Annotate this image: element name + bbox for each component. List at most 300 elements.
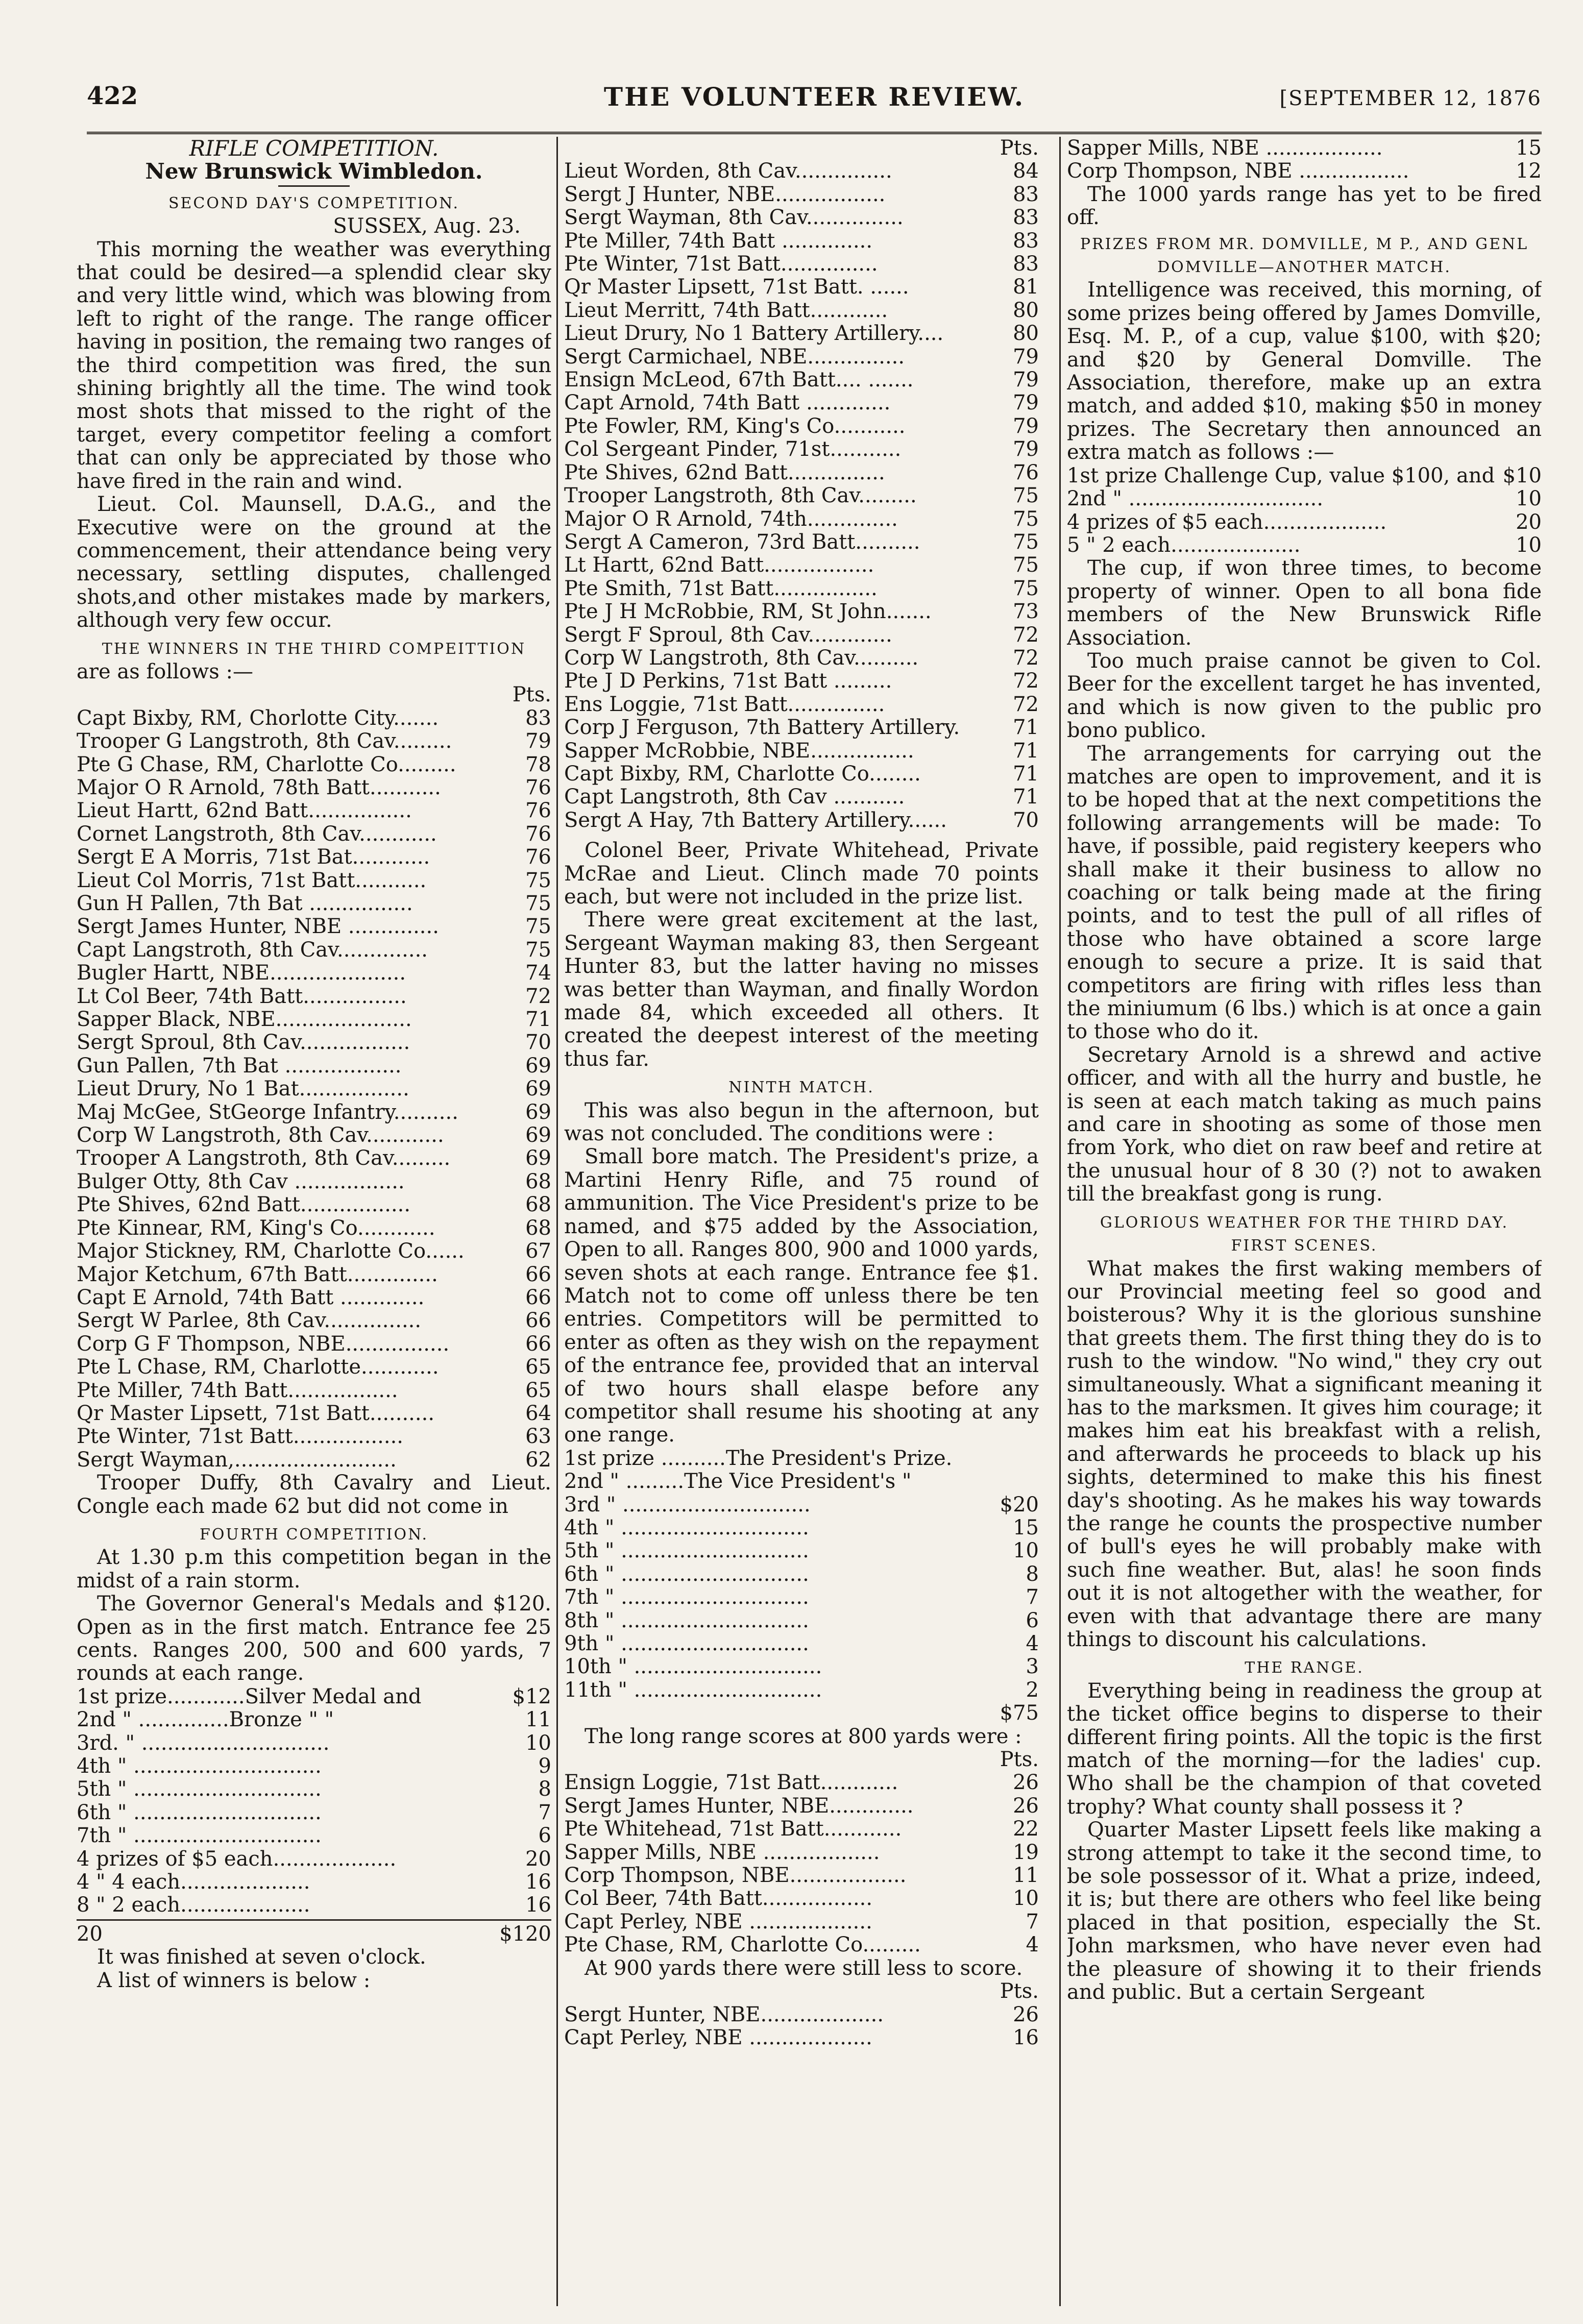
score-row <box>564 461 1039 484</box>
score-row <box>77 707 551 730</box>
paragraph: Secretary Arnold is a shrewd and active officer, and with all the hurry and bustle, he is seen at each match taking as much pains and care in shooting as some of those men from York, who diet on raw beef and retire at the unusual hour of 8 30 (?) not to awaken till the breakfast gong is rung. <box>1067 1043 1542 1206</box>
pts-label: Pts. <box>1000 1979 1039 2003</box>
score-row-label: Capt Perley, NBE ................... <box>564 2026 872 2049</box>
score-row-label: Sergt Carmichael, NBE............... <box>564 345 905 369</box>
score-row <box>77 1425 551 1448</box>
score-row <box>77 985 551 1008</box>
score-row-value: 71 <box>1013 739 1039 763</box>
pts-label: Pts. <box>1000 137 1039 160</box>
score-row-label: Ens Loggie, 71st Batt............... <box>564 693 885 716</box>
prize-row-label: 4th " ............................. <box>77 1755 322 1778</box>
score-row-label: Gun Pallen, 7th Bat .................. <box>77 1054 402 1078</box>
score-row-value: 76 <box>525 845 551 869</box>
prize-row <box>564 1632 1039 1655</box>
score-row <box>77 1170 551 1193</box>
prize-row-label: 2nd " .............................. <box>1067 487 1324 511</box>
paragraph: Quarter Master Lipsett feels like making a strong attempt to take it the second time, to be sole possessor of it. What a prize, indeed, it is; but there are others who feel like being placed in that position, especially the St. John marksmen, who have never even had the pleasure of showing it to their friends and public. But a certain Sergeant <box>1067 1818 1542 2004</box>
score-row <box>77 962 551 985</box>
score-row <box>77 869 551 892</box>
score-row <box>564 786 1039 809</box>
score-row-label: Lieut Hartt, 62nd Batt................ <box>77 799 412 823</box>
score-row <box>564 1841 1039 1864</box>
masthead: THE VOLUNTEER REVIEW. <box>603 82 1025 112</box>
prize-row-value: 10 <box>525 1731 551 1755</box>
score-row-value: 69 <box>525 1123 551 1147</box>
prize-row <box>1067 534 1542 557</box>
score-row <box>77 1078 551 1100</box>
score-row-label: Pte G Chase, RM, Charlotte Co......... <box>77 753 456 776</box>
paragraph: Trooper Duffy, 8th Cavalry and Lieut. Congle each made 62 but did not come in <box>77 1471 551 1518</box>
score-row-label: Pte Shives, 62nd Batt................. <box>77 1193 411 1217</box>
score-row-value: 72 <box>1013 692 1039 716</box>
score-row <box>564 577 1039 600</box>
prize-row-value: 7 <box>538 1800 551 1824</box>
prize-row-value: 6 <box>1026 1608 1039 1632</box>
score-row-label: Pte Whitehead, 71st Batt............ <box>564 1818 902 1841</box>
paragraph: Colonel Beer, Private Whitehead, Private McRae and Lieut. Clinch made 70 points each, but were not included in the prize list. <box>564 839 1039 909</box>
score-row-value: 66 <box>525 1262 551 1286</box>
prize-row-label: 5 " 2 each.................... <box>1067 533 1301 557</box>
column-divider <box>556 137 558 2306</box>
score-row-value: 79 <box>525 729 551 753</box>
section-title: RIFLE COMPETITION. <box>189 137 439 161</box>
prize-list <box>77 1685 551 1917</box>
score-row-value: 19 <box>1013 1840 1039 1864</box>
score-row-label: Pte Shives, 62nd Batt............... <box>564 461 885 484</box>
prize-row-label: 4th " ............................. <box>564 1516 809 1539</box>
score-row-label: Sergt W Parlee, 8th Cav............... <box>77 1309 422 1333</box>
paragraph: The cup, if won three times, to become property of winner. Open to all bona fide members of the New Brunswick Rifle Association. <box>1067 556 1542 650</box>
score-row-label: Pte Chase, RM, Charlotte Co......... <box>564 1934 921 1957</box>
score-row <box>564 415 1039 438</box>
pts-label: Pts. <box>512 683 551 707</box>
score-row-label: Pte Winter, 71st Batt............... <box>564 253 878 276</box>
prize-row-value: 15 <box>1013 1515 1039 1539</box>
winners-intro: are as follows :— <box>77 659 253 683</box>
prize-row-value: $12 <box>512 1684 551 1708</box>
score-row-value: 81 <box>1013 275 1039 299</box>
prize-row-label: 7th " ............................. <box>77 1824 322 1848</box>
score-row-value: 73 <box>1013 600 1039 624</box>
score-row-value: 66 <box>525 1285 551 1309</box>
prize-list <box>1067 464 1542 557</box>
prizes-heading: PRIZES FROM MR. DOMVILLE, M P., AND GENL DOMVILLE—ANOTHER MATCH. <box>1080 235 1529 277</box>
prize-row-label: 4 prizes of $5 each................... <box>1067 510 1387 534</box>
prize-row-label: 11th " ............................. <box>564 1678 822 1702</box>
score-row-label: Corp J Ferguson, 7th Battery Artillery. <box>564 716 960 740</box>
score-row-value: 4 <box>1026 1933 1039 1957</box>
score-row-label: Sapper Mills, NBE .................. <box>1067 137 1383 160</box>
score-row-value: 7 <box>1026 1910 1039 1934</box>
score-row <box>564 183 1039 206</box>
score-row-label: Sergt Wayman,......................... <box>77 1448 397 1472</box>
prize-row <box>77 1848 551 1871</box>
score-row-label: Pte Smith, 71st Batt................ <box>564 577 878 600</box>
score-row-value: 65 <box>525 1355 551 1379</box>
score-row-label: Qr Master Lipsett, 71st Batt. ...... <box>564 276 909 299</box>
score-row <box>77 799 551 822</box>
prize-row <box>564 1539 1039 1562</box>
prize-row-label: 7th " ............................. <box>564 1586 809 1609</box>
score-row <box>564 160 1039 183</box>
prize-row-label: 2nd " .........The Vice President's " <box>564 1470 912 1494</box>
paragraph: This morning the weather was everything that could be desired—a splendid clear sky and very little wind, which was blowing from left to right of the range. The range officer having in position, the remaing two ranges of the third competition was fired, the sun shining brightly all the time. The wind took most shots that missed to the right of the target, every competitor feeling a comfort that can only be appreciated by those who have fired in the rain and wind. <box>77 237 551 493</box>
score-row-label: Lieut Drury, No 1 Battery Artillery.... <box>564 322 944 346</box>
page-number: 422 <box>87 82 138 110</box>
score-row-value: 65 <box>525 1378 551 1402</box>
score-row-label: Sergt A Hay, 7th Battery Artillery...... <box>564 809 947 832</box>
score-row-label: Capt Langstroth, 8th Cav.............. <box>77 938 428 962</box>
score-row-label: Sergt Sproul, 8th Cav................. <box>77 1031 410 1055</box>
score-row-value: 75 <box>1013 553 1039 577</box>
score-row <box>564 740 1039 763</box>
prize-row <box>564 1679 1039 1702</box>
prize-row <box>77 1732 551 1755</box>
score-row-value: 84 <box>1013 159 1039 183</box>
score-row-value: 70 <box>1013 808 1039 832</box>
score-row-value: 76 <box>525 822 551 846</box>
score-row-value: 68 <box>525 1216 551 1240</box>
score-row-value: 69 <box>525 1077 551 1101</box>
score-row-value: 11 <box>1013 1864 1039 1888</box>
score-row-value: 71 <box>1013 762 1039 786</box>
score-row <box>564 230 1039 253</box>
score-row-value: 66 <box>525 1309 551 1333</box>
prize-row-value: 20 <box>1516 510 1542 534</box>
prize-row-label: 4 prizes of $5 each................... <box>77 1847 397 1871</box>
score-row-value: 15 <box>1516 137 1542 160</box>
score-row-label: Sergt Hunter, NBE................... <box>564 2003 884 2026</box>
score-row-value: 26 <box>1013 1771 1039 1795</box>
prize-row-label: 10th " ............................. <box>564 1655 822 1679</box>
score-row <box>564 1911 1039 1934</box>
prize-row <box>564 1655 1039 1678</box>
score-row <box>564 624 1039 647</box>
column-divider <box>1059 137 1061 2306</box>
prize-row <box>564 1494 1039 1516</box>
score-row-value: 83 <box>1013 206 1039 230</box>
score-row <box>77 939 551 962</box>
paragraph: The 1000 yards range has yet to be fired off. <box>1067 182 1542 230</box>
score-row-label: Ensign McLeod, 67th Batt.... ....... <box>564 369 914 392</box>
score-row-label: Lieut Drury, No 1 Bat................. <box>77 1078 409 1101</box>
prize-row-label: 5th " ............................. <box>564 1539 809 1563</box>
score-row-value: 75 <box>1013 507 1039 531</box>
score-row-label: Qr Master Lipsett, 71st Batt.......... <box>77 1402 435 1425</box>
score-row-label: Pte J H McRobbie, RM, St John....... <box>564 600 932 624</box>
score-row-label: Gun H Pallen, 7th Bat ................ <box>77 892 413 915</box>
score-row <box>77 1286 551 1309</box>
score-row-label: Pte J D Perkins, 71st Batt ......... <box>564 670 892 693</box>
score-list <box>564 2003 1039 2050</box>
prize-row <box>77 1801 551 1824</box>
prize-row-value: 8 <box>1026 1562 1039 1586</box>
score-row <box>77 1217 551 1240</box>
score-row-value: 76 <box>525 775 551 799</box>
prize-row <box>77 1824 551 1847</box>
score-row-label: Lt Col Beer, 74th Batt................ <box>77 985 407 1008</box>
prize-row-value: 8 <box>538 1777 551 1801</box>
score-row-label: Sergt James Hunter, NBE............. <box>564 1794 914 1818</box>
prize-row-label: 8th " ............................. <box>564 1609 809 1632</box>
score-row-value: 83 <box>1013 252 1039 276</box>
paragraph: Lieut. Col. Maunsell, D.A.G., and the Executive were on the ground at the commencement, their attendance being very necessary, settling disputes, challenged shots,and other mistakes made by markers, although very few occur. <box>77 493 551 632</box>
paragraph: The arrangements for carrying out the matches are open to improvement, and it is to be hoped that at the next competitions the following arrangements will be made: To have, if possible, paid registery keepers who shall make it their business to allow no coaching or talk being made at the firing points, and to test the pull of all rifles of those who have obtained a score large enough to secure a prize. It is said that competitors are firing with rifles less than the miniumum (6 lbs.) which is at once a gain to those who do it. <box>1067 742 1542 1044</box>
prize-row-label: 8 " 2 each.................... <box>77 1894 310 1917</box>
score-row-label: Trooper G Langstroth, 8th Cav......... <box>77 730 452 753</box>
score-row <box>564 206 1039 229</box>
article-subtitle: New Brunswick Wimbledon. <box>145 159 483 184</box>
divider <box>77 1919 551 1921</box>
score-list <box>564 160 1039 832</box>
prize-row-label: 6th " ............................. <box>564 1562 809 1586</box>
score-row <box>564 2026 1039 2049</box>
score-row <box>77 1031 551 1054</box>
score-row-value: 72 <box>525 984 551 1008</box>
score-row-value: 70 <box>525 1031 551 1055</box>
score-row-value: 10 <box>1013 1887 1039 1911</box>
prize-row-value: 10 <box>1516 487 1542 511</box>
score-row-label: Corp G F Thompson, NBE................ <box>77 1332 450 1356</box>
prize-row-value: $10 <box>1502 463 1542 487</box>
column-3 <box>1067 137 1542 2306</box>
score-row-label: Cornet Langstroth, 8th Cav............ <box>77 822 437 846</box>
score-row-label: Capt Bixby, RM, Chorlotte City....... <box>77 706 439 730</box>
score-row <box>564 438 1039 461</box>
prize-row-value: $20 <box>1000 1493 1039 1516</box>
prize-total: $75 <box>1000 1701 1039 1725</box>
score-row-value: 75 <box>525 868 551 892</box>
ninth-heading: NINTH MATCH. <box>728 1079 874 1097</box>
paragraph: The Governor General's Medals and $120. Open as in the first match. Entrance fee 25 cents. Ranges 200, 500 and 600 yards, 7 rounds at each range. <box>77 1592 551 1685</box>
prize-row <box>564 1609 1039 1632</box>
prize-row <box>77 1708 551 1731</box>
score-row-label: Sapper McRobbie, NBE................ <box>564 739 914 763</box>
prize-row <box>77 1871 551 1894</box>
score-row-label: Sergt F Sproul, 8th Cav............. <box>564 623 892 647</box>
score-row-value: 68 <box>525 1169 551 1193</box>
prize-row-value: 4 <box>1026 1632 1039 1655</box>
score-row-value: 66 <box>525 1332 551 1356</box>
score-row-label: Sergt E A Morris, 71st Bat............ <box>77 846 430 869</box>
score-row <box>1067 137 1542 160</box>
prize-row <box>564 1447 1039 1470</box>
prize-row <box>564 1470 1039 1493</box>
prize-row-value: 16 <box>525 1870 551 1894</box>
score-row <box>564 809 1039 832</box>
score-row-value: 76 <box>525 799 551 823</box>
paragraph: It was finished at seven o'clock. <box>97 1945 426 1969</box>
score-row <box>77 1379 551 1402</box>
score-row-value: 67 <box>525 1239 551 1263</box>
score-row <box>564 276 1039 299</box>
score-row <box>564 1818 1039 1841</box>
score-row-value: 75 <box>1013 530 1039 554</box>
score-row-label: Capt Arnold, 74th Batt ............. <box>564 392 891 415</box>
prize-row <box>564 1516 1039 1539</box>
winners-heading: THE WINNERS IN THE THIRD COMPEITTION <box>102 640 526 658</box>
score-row-label: Lt Hartt, 62nd Batt................. <box>564 554 874 577</box>
score-row <box>77 1055 551 1078</box>
score-row-value: 68 <box>525 1193 551 1217</box>
paragraph: There were great excitement at the last, Sergeant Wayman making 83, then Sergeant Hunter 83, but the latter having no misses was better than Wayman, and finally Wordon made 84, which exceeded all others. It created the deepest interest of the meeting thus far. <box>564 908 1039 1071</box>
score-row-label: Pte Miller, 74th Batt .............. <box>564 229 873 253</box>
score-row-value: 80 <box>1013 322 1039 346</box>
score-row-label: Col Sergeant Pinder, 71st........... <box>564 438 902 461</box>
score-row-value: 71 <box>1013 785 1039 809</box>
score-row-value: 75 <box>1013 484 1039 508</box>
score-row-label: Sergt Wayman, 8th Cav............... <box>564 206 904 230</box>
score-row <box>564 716 1039 739</box>
prize-row <box>77 1778 551 1801</box>
score-row <box>564 2003 1039 2026</box>
prize-row-label: 9th " ............................. <box>564 1632 809 1655</box>
score-row <box>564 670 1039 693</box>
paragraph: Intelligence was received, this morning, of some prizes being offered by James Domville, Esq. M. P., of a cup, value $100, with $20; and $20 by General Domville. The Association, therefore, make up an extra match, and added $10, making $50 in money prizes. The Secretary then announced an extra match as follows :— <box>1067 278 1542 464</box>
score-row-value: 76 <box>1013 460 1039 484</box>
score-row-label: Trooper Langstroth, 8th Cav......... <box>564 484 917 508</box>
total-value: $120 <box>499 1922 551 1946</box>
score-row-label: Sergt James Hunter, NBE .............. <box>77 915 439 939</box>
prize-row-label: 1st prize Challenge Cup, value $100, and <box>1067 464 1495 487</box>
score-row-value: 71 <box>1013 716 1039 740</box>
score-row <box>564 531 1039 554</box>
score-row-value: 64 <box>525 1401 551 1425</box>
day-heading: SECOND DAY'S COMPETITION. <box>168 194 459 212</box>
paragraph: This was also begun in the afternoon, but was not concluded. The conditions were : <box>564 1098 1039 1146</box>
score-row <box>564 253 1039 276</box>
score-row-value: 75 <box>1013 576 1039 600</box>
score-row-value: 26 <box>1013 1794 1039 1818</box>
score-row <box>77 1124 551 1147</box>
score-row-label: Pte L Chase, RM, Charlotte............ <box>77 1356 439 1379</box>
paragraph: The long range scores at 800 yards were : <box>585 1724 1022 1748</box>
score-row-label: Capt Bixby, RM, Charlotte Co........ <box>564 762 921 786</box>
score-row <box>1067 160 1542 183</box>
prize-row-value: 3 <box>1026 1655 1039 1679</box>
score-row <box>77 1147 551 1170</box>
score-row <box>77 1193 551 1216</box>
score-row <box>77 1240 551 1263</box>
prize-list <box>564 1447 1039 1702</box>
score-row-value: 79 <box>1013 345 1039 369</box>
prize-row-value: 2 <box>1026 1678 1039 1702</box>
score-row-value: 79 <box>1013 437 1039 461</box>
score-row <box>77 1356 551 1379</box>
score-row-label: Trooper A Langstroth, 8th Cav......... <box>77 1147 451 1170</box>
score-row-label: Lieut Worden, 8th Cav............... <box>564 160 892 183</box>
score-list <box>77 707 551 1472</box>
divider <box>278 185 350 187</box>
score-row <box>77 753 551 776</box>
score-row <box>564 322 1039 345</box>
prize-row-label: 2nd " ..............Bronze " " <box>77 1708 334 1732</box>
score-row <box>564 392 1039 414</box>
dateline: SUSSEX, Aug. 23. <box>333 214 521 238</box>
score-row-label: Capt Perley, NBE ................... <box>564 1910 872 1934</box>
prize-row-label: 4 " 4 each.................... <box>77 1871 310 1894</box>
score-row-label: Capt Langstroth, 8th Cav ........... <box>564 786 905 809</box>
score-row-label: Sapper Mills, NBE .................. <box>564 1841 880 1864</box>
score-row-label: Corp W Langstroth, 8th Cav............ <box>77 1124 444 1147</box>
header-rule <box>87 132 1542 134</box>
paragraph: Small bore match. The President's prize, a Martini Henry Rifle, and 75 round of ammunition. The Vice President's prize to be named, and $75 added by the Association, Open to all. Ranges 800, 900 and 1000 yards, seven shots at each range. Entrance fee $1. Match not to come off unless there be ten entries. Competitors will be permitted to enter as often as they wish on the repayment of the entrance fee, provided that an interval of two hours shall elaspe before any competitor shall resume his shooting at any one range. <box>564 1145 1039 1447</box>
score-row-label: Pte Fowler, RM, King's Co........... <box>564 414 906 438</box>
prize-row <box>564 1563 1039 1586</box>
score-row <box>77 1309 551 1332</box>
score-row-value: 69 <box>525 1146 551 1170</box>
score-row-value: 63 <box>525 1425 551 1449</box>
score-row <box>77 846 551 869</box>
score-row <box>77 915 551 938</box>
score-row-value: 83 <box>525 706 551 730</box>
prize-row-value: 16 <box>525 1893 551 1917</box>
score-row <box>77 776 551 799</box>
score-row <box>77 1101 551 1124</box>
score-row-value: 74 <box>525 961 551 985</box>
prize-row-value: 10 <box>1516 533 1542 557</box>
score-list <box>1067 137 1542 183</box>
score-row-value: 26 <box>1013 2002 1039 2026</box>
column-2 <box>564 137 1039 2306</box>
column-1 <box>77 137 551 2306</box>
score-row-label: Maj McGee, StGeorge Infantry.......... <box>77 1100 458 1124</box>
score-row <box>564 484 1039 507</box>
score-row-label: Bugler Hartt, NBE..................... <box>77 962 406 985</box>
prize-row-label: 1st prize ..........The President's Prize. <box>564 1447 953 1470</box>
score-row-value: 75 <box>525 892 551 915</box>
score-row <box>564 299 1039 322</box>
prize-row-label: 1st prize............Silver Medal and <box>77 1685 422 1708</box>
prize-row <box>77 1894 551 1917</box>
score-row-value: 69 <box>525 1054 551 1078</box>
score-row-label: Sergt A Cameron, 73rd Batt.......... <box>564 530 920 554</box>
score-row <box>77 1449 551 1472</box>
score-row <box>564 647 1039 670</box>
prize-row-value: 11 <box>525 1708 551 1732</box>
paragraph: Too much praise cannot be given to Col. Beer for the excellent target he has invented, and which is now given to the public pro bono publico. <box>1067 649 1542 743</box>
score-row-value: 12 <box>1516 159 1542 183</box>
score-row-value: 71 <box>525 1008 551 1032</box>
score-row-value: 78 <box>525 752 551 776</box>
score-row-label: Bulger Otty, 8th Cav ................. <box>77 1170 405 1193</box>
paragraph: At 900 yards there were still less to score. <box>585 1956 1023 1980</box>
range-heading: THE RANGE. <box>1245 1659 1364 1677</box>
fourth-heading: FOURTH COMPETITION. <box>200 1525 428 1544</box>
score-row <box>564 1887 1039 1910</box>
score-row <box>564 1795 1039 1818</box>
paragraph: Everything being in readiness the group at the ticket office begins to disperse to their different firing points. All the topic is the first match of the morning—for the ladies' cup. Who shall be the champion of that coveted trophy? What county shall possess it ? <box>1067 1679 1542 1819</box>
score-row-label: Pte Kinnear, RM, King's Co............ <box>77 1216 435 1240</box>
score-row <box>77 1333 551 1356</box>
score-row <box>564 369 1039 392</box>
paragraph: A list of winners is below : <box>97 1968 371 1992</box>
prize-row <box>1067 511 1542 534</box>
page-header <box>87 82 1542 128</box>
score-row <box>77 1008 551 1031</box>
score-row-value: 83 <box>1013 182 1039 206</box>
prize-row-value: 7 <box>1026 1585 1039 1609</box>
prize-row-value: 9 <box>538 1754 551 1778</box>
score-row <box>564 346 1039 369</box>
score-row <box>77 1402 551 1425</box>
prize-total-row <box>77 1923 551 1946</box>
score-row <box>77 892 551 915</box>
first-scenes-heading: FIRST SCENES. <box>1231 1237 1378 1255</box>
score-row <box>564 1864 1039 1887</box>
score-row-label: Col Beer, 74th Batt................. <box>564 1887 873 1911</box>
score-row-label: Corp W Langstroth, 8th Cav.......... <box>564 646 919 670</box>
